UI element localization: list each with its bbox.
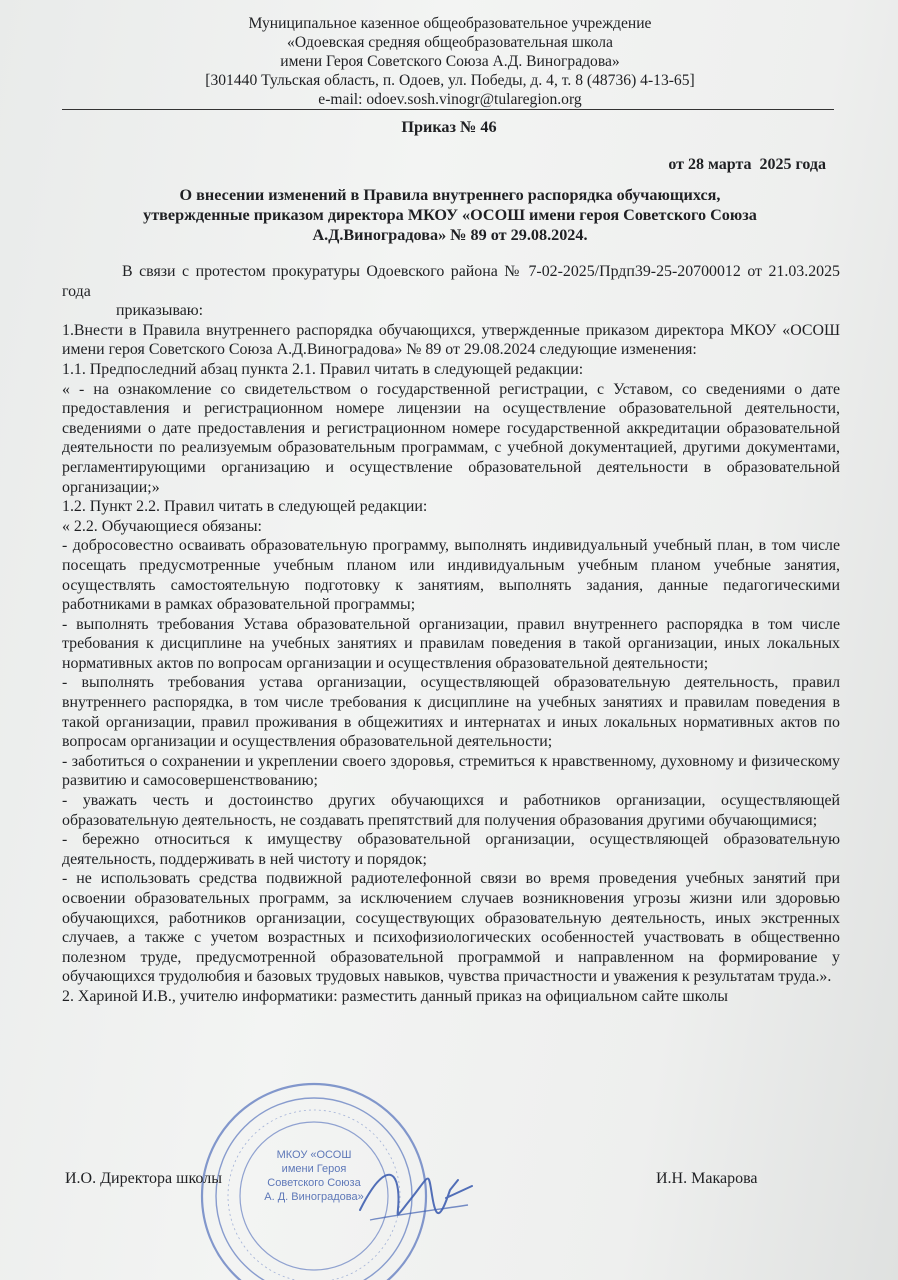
item-1-1-text: « - на ознакомление со свидетельством о государственной регистрации, с Уставом, со сведениями о дате предоставления и регистрационном номере лицензии на осуществление образовательной деятельности, сведениями о дате предоставления и регистрационном номере государственной аккредитации образовательной деятельности по реализуемым образовательным программам, с учебной документацией, другими документами, регламентирующими организацию и осуществление образовательной деятельности в образовательной организации;» (62, 380, 840, 496)
letterhead-email: e-mail: odoev.sosh.vinogr@tularegion.org (318, 91, 582, 108)
signature-name: И.Н. Макарова (656, 1170, 758, 1187)
item-1-1: 1.1. Предпоследний абзац пункта 2.1. Правил читать в следующей редакции: (62, 360, 584, 378)
letterhead (120, 14, 780, 109)
duty-item: - заботиться о сохранении и укреплении своего здоровья, стремиться к нравственному, духовному и физическому развитию и самосовершенствованию; (62, 752, 840, 790)
letterhead-address: [301440 Тульская область, п. Одоев, ул. Победы, д. 4, т. 8 (48736) 4-13-65] (205, 72, 695, 89)
item-2-2-heading: « 2.2. Обучающиеся обязаны: (62, 517, 262, 535)
duty-item: - выполнять требования Устава образовательной организации, правил внутреннего распорядка в том числе требования к дисциплине на учебных занятиях и правилам поведения в такой организации, иных локальных нормативных актов по вопросам организации и осуществления образовательной деятельности; (62, 615, 840, 672)
duty-item: - уважать честь и достоинство других обучающихся и работников организации, осуществляющей образовательную деятельность, не создавать препятствий для получения образования другими обучающимися; (62, 792, 840, 829)
signature-position: И.О. Директора школы (65, 1170, 222, 1187)
order-verb: приказываю: (116, 302, 204, 320)
order-subject (95, 185, 805, 245)
seal-line-4: А. Д. Виноградова» (264, 1191, 364, 1203)
seal-line-3: Советского Союза (267, 1177, 361, 1189)
order-date: от 28 марта 2025 года (668, 156, 826, 173)
order-body (62, 262, 840, 1007)
letterhead-institution: Муниципальное казенное общеобразовательное учреждение (248, 15, 652, 32)
duty-item: - выполнять требования устава организации, осуществляющей образовательную деятельность, правил внутреннего распорядка, в том числе требования к дисциплине на учебных занятиях и правилам поведения в такой организации, правил проживания в общежитиях и интернатах и иных локальных нормативных актов по вопросам организации и осуществления образовательной деятельности; (62, 674, 840, 751)
letterhead-school-name: «Одоевская средняя общеобразовательная школа (287, 34, 613, 51)
subject-line-2: утвержденные приказом директора МКОУ «ОСОШ имени героя Советского Союза (143, 206, 757, 224)
item-2: 2. Хариной И.В., учителю информатики: разместить данный приказ на официальном сайте школы (62, 987, 728, 1005)
letterhead-divider (62, 109, 834, 110)
item-1-2: 1.2. Пункт 2.2. Правил читать в следующей редакции: (62, 498, 428, 516)
duty-item: - бережно относиться к имуществу образовательной организации, осуществляющей образовательную деятельность, поддерживать в ней чистоту и порядок; (62, 831, 840, 868)
duty-item: - добросовестно осваивать образовательную программу, выполнять индивидуальный учебный план, в том числе посещать предусмотренные учебным планом или индивидуальным учебным планом учебные занятия, осуществлять самостоятельную подготовку к занятиям, выполнять задания, данные педагогическими работниками в рамках образовательной программы; (62, 537, 840, 614)
item-1: 1.Внести в Правила внутреннего распорядка обучающихся, утвержденные приказом директора МКОУ «ОСОШ имени героя Советского Союза А.Д.Виноградова» № 89 от 29.08.2024 следующие изменения: (62, 321, 840, 359)
letterhead-school-hero: имени Героя Советского Союза А.Д. Виноградова» (280, 53, 620, 70)
intro-paragraph: В связи с протестом прокуратуры Одоевского района № 7-02-2025/Прдп39-25-20700012 от 21.03.2025 года (62, 263, 840, 300)
handwritten-signature (350, 1150, 480, 1235)
order-title: Приказ № 46 (401, 118, 497, 136)
subject-line-3: А.Д.Виноградова» № 89 от 29.08.2024. (312, 226, 588, 244)
seal-line-2: имени Героя (281, 1163, 347, 1175)
seal-line-1: МКОУ «ОСОШ (276, 1149, 352, 1161)
duty-item: - не использовать средства подвижной радиотелефонной связи во время проведения учебных занятий при освоении образовательных программ, за исключением случаев возникновения угрозы жизни или здоровью обучающихся, работников организации, сосуществующих образовательную деятельность, иных экстренных случаев, а также с учетом возрастных и психофизиологических особенностей участвовать в общественно полезном труде, предусмотренной образовательной программой и направленном на формирование у обучающихся трудолюбия и базовых трудовых навыков, чувства причастности и уважения к результатам труда.». (62, 870, 840, 986)
subject-line-1: О внесении изменений в Правила внутреннего распорядка обучающихся, (179, 186, 721, 204)
